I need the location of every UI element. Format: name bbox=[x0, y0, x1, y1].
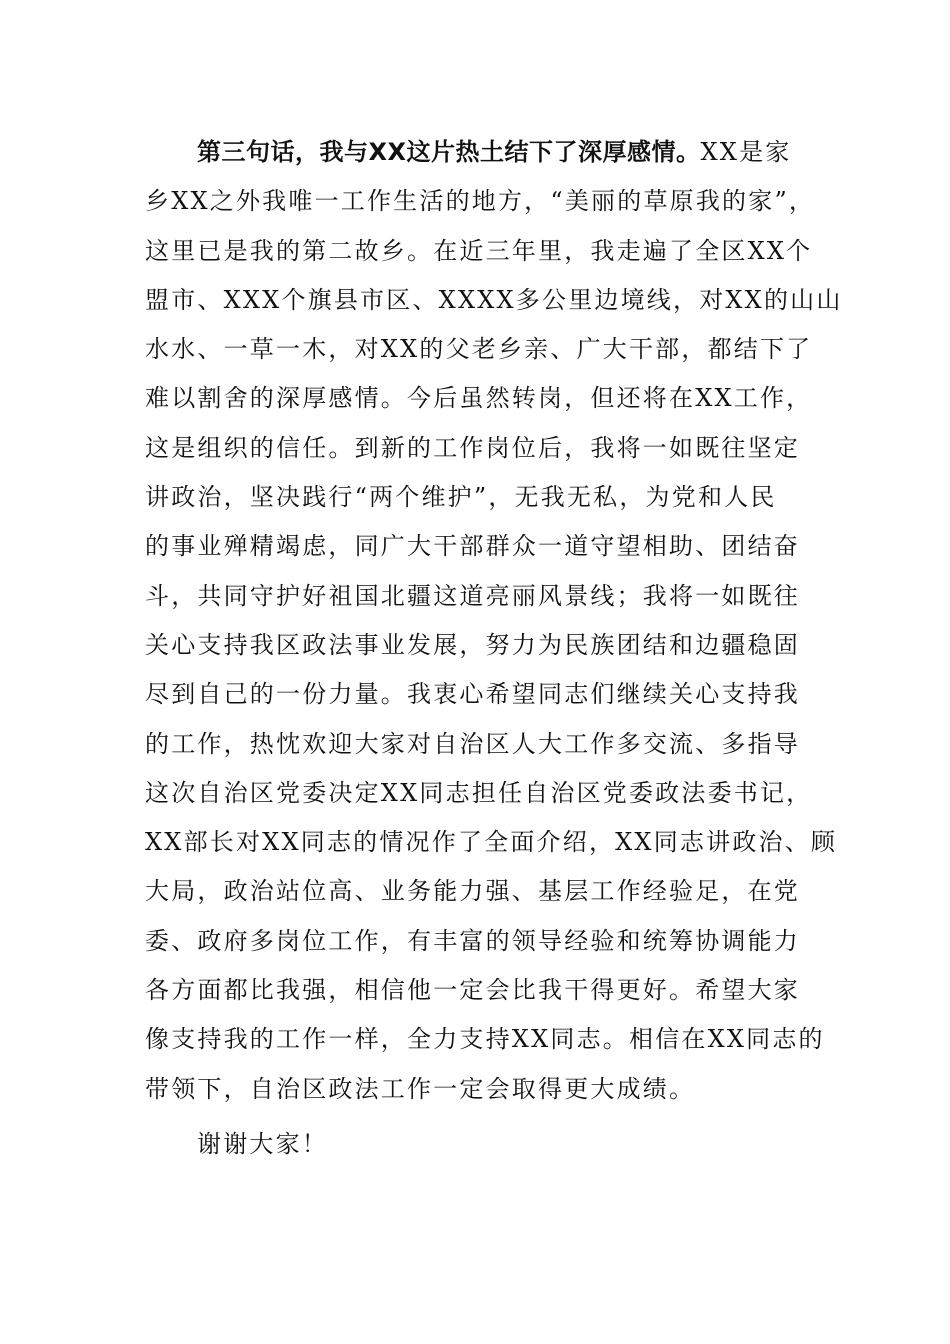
closing-line: 谢谢大家！ bbox=[197, 1129, 328, 1158]
paragraph-line: 带领下，自治区政法工作一定会取得更大成绩。 bbox=[145, 1074, 696, 1103]
paragraph-line: 这次自治区党委决定XX同志担任自治区党委政法委书记， bbox=[145, 778, 813, 807]
paragraph-line: 水水、一草一木，对XX的父老乡亲、广大干部，都结下了 bbox=[145, 335, 813, 364]
paragraph-line: XX部长对XX同志的情况作了全面介绍，XX同志讲政治、顾 bbox=[145, 828, 838, 857]
paragraph-line: 关心支持我区政法事业发展，努力为民族团结和边疆稳固 bbox=[145, 630, 800, 659]
paragraph-line: 讲政治，坚决践行“两个维护”，无我无私，为党和人民 bbox=[145, 483, 777, 512]
paragraph-line: 各方面都比我强，相信他一定会比我干得更好。希望大家 bbox=[145, 976, 800, 1005]
paragraph-line: 难以割舍的深厚感情。今后虽然转岗，但还将在XX工作， bbox=[145, 384, 813, 413]
paragraph-line: 大局，政治站位高、业务能力强、基层工作经验足，在党 bbox=[145, 877, 800, 906]
paragraph-line: 委、政府多岗位工作，有丰富的领导经验和统筹协调能力 bbox=[145, 926, 800, 955]
document-page bbox=[145, 128, 843, 1169]
paragraph-line-1 bbox=[145, 128, 810, 177]
lead-sentence: 第三句话，我与XX这片热土结下了深厚感情。 bbox=[197, 138, 701, 166]
paragraph-line: 的事业殚精竭虑，同广大干部群众一道守望相助、团结奋 bbox=[145, 532, 800, 561]
paragraph-line: 乡XX之外我唯一工作生活的地方，“美丽的草原我的家”， bbox=[145, 187, 816, 216]
paragraph-line: 斗，共同守护好祖国北疆这道亮丽风景线；我将一如既往 bbox=[145, 581, 800, 610]
line-text: XX是家 bbox=[700, 138, 792, 166]
paragraph-line: 这是组织的信任。到新的工作岗位后，我将一如既往坚定 bbox=[145, 433, 800, 462]
paragraph-line: 的工作，热忱欢迎大家对自治区人大工作多交流、多指导 bbox=[145, 729, 800, 758]
paragraph-line: 盟市、XXX个旗县市区、XXXX多公里边境线，对XX的山山 bbox=[145, 285, 843, 314]
paragraph-line: 这里已是我的第二故乡。在近三年里，我走遍了全区XX个 bbox=[145, 236, 813, 265]
paragraph-line: 像支持我的工作一样，全力支持XX同志。相信在XX同志的 bbox=[145, 1025, 825, 1054]
paragraph-line: 尽到自己的一份力量。我衷心希望同志们继续关心支持我 bbox=[145, 680, 800, 709]
